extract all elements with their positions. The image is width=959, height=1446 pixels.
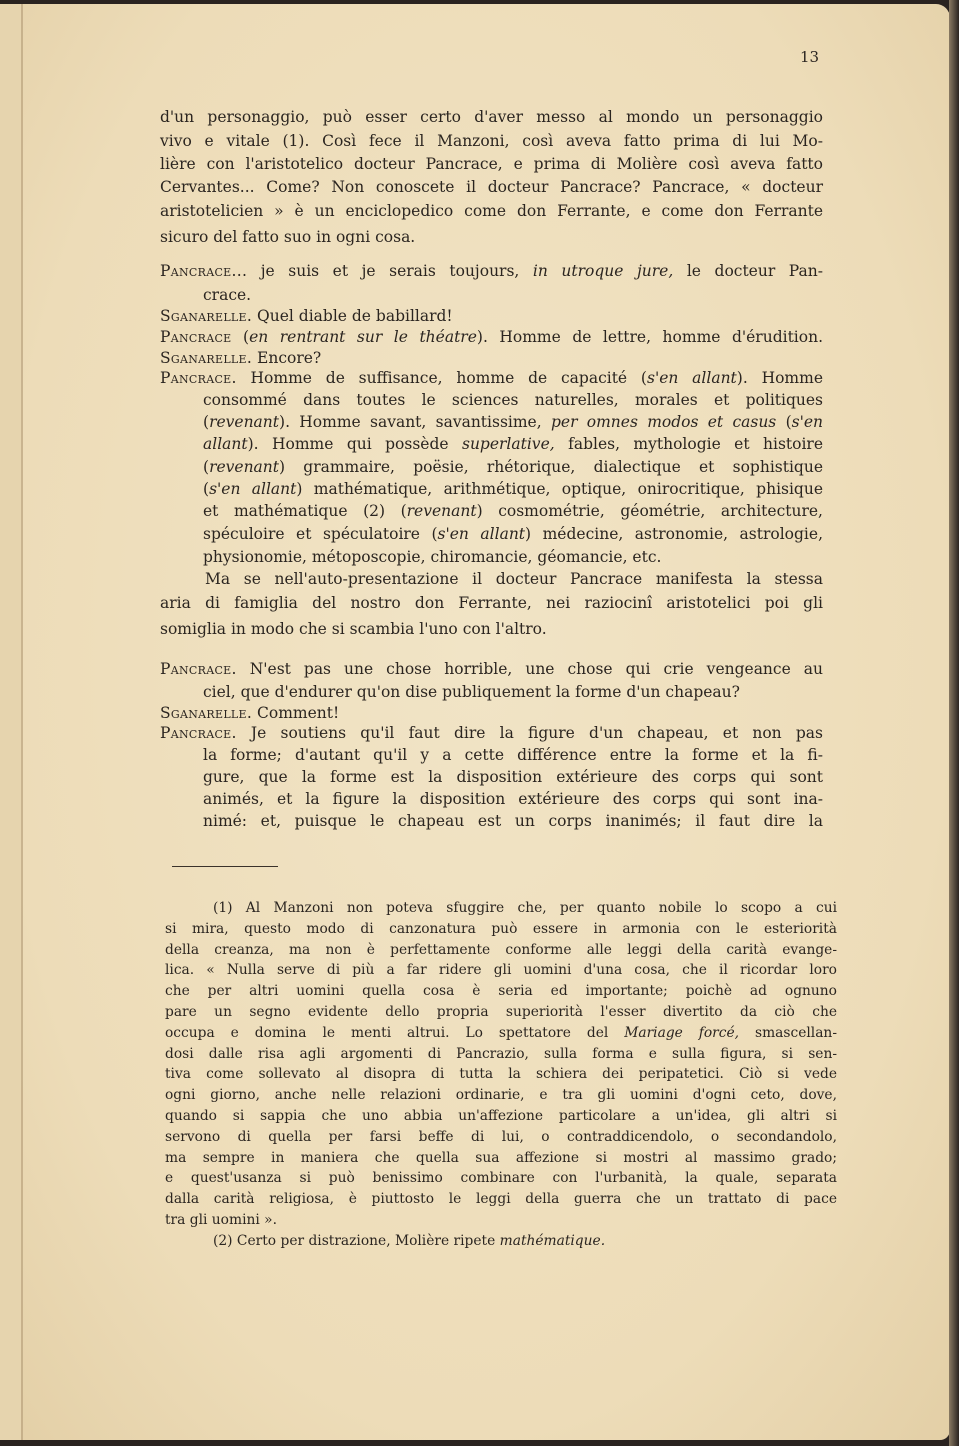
text-segment: consommé dans toutes le sciences naturelles, morales et politiques	[203, 391, 823, 409]
footnote-line	[213, 1233, 605, 1249]
text-segment: lière con l'aristotelico docteur Pancrace, e prima di Molière così aveva fatto	[160, 155, 823, 173]
text-segment: occupa e domina le menti altrui. Lo spettatore del	[165, 1024, 625, 1041]
footnote-line	[165, 1066, 837, 1082]
text-line	[160, 594, 823, 612]
text-segment: ) mathématique, arithmétique, optique, onirocritique, phisique	[296, 480, 824, 498]
text-segment: somiglia in modo che si scambia l'uno con l'altro.	[160, 620, 547, 638]
text-segment: aristotelicien » è un enciclopedico come don Ferrante, e come don Ferrante	[160, 202, 823, 220]
text-segment: ). Homme savant, savantissime,	[279, 413, 551, 431]
text-segment: N'est pas une chose horrible, une chose qui crie vengeance au	[236, 660, 823, 678]
text-segment: Je soutiens qu'il faut dire la figure d'un chapeau, et non pas	[236, 724, 823, 742]
text-line	[203, 548, 661, 566]
text-segment: che per altri uomini quella cosa è seria ed importante; poichè ad ognuno	[165, 983, 837, 1000]
footnote-line	[165, 942, 837, 958]
speaker-name: Sganarelle.	[160, 307, 253, 325]
italic-text: superlative,	[461, 435, 555, 453]
italic-text: s'en allant	[209, 480, 297, 498]
text-segment: dalla carità religiosa, è piuttosto le leggi della guerra che un trattato di pace	[165, 1191, 837, 1208]
page-edge-shadow	[949, 0, 959, 1446]
text-segment: spéculoire et spéculatoire (	[203, 525, 438, 543]
speaker-name: Pancrace.	[160, 660, 237, 678]
text-segment: et mathématique (2) (	[203, 502, 407, 520]
page-number: 13	[800, 48, 820, 66]
text-segment: pare un segno evidente dello propria superiorità l'esser divertito da ciò che	[165, 1004, 837, 1020]
footnote-line	[213, 900, 837, 916]
text-segment: servono di quella per farsi beffe di lui, o contraddicendolo, o secondandolo,	[165, 1128, 837, 1145]
footnote-line	[165, 1025, 837, 1041]
text-segment: Ma se nell'auto-presentazione il docteur Pancrace manifesta la stessa	[205, 570, 823, 588]
footnote-line	[165, 1087, 837, 1103]
footnote-line	[165, 1108, 837, 1124]
footnote-line	[165, 1129, 837, 1145]
italic-text: revenant	[209, 413, 280, 431]
text-segment: ciel, que d'endurer qu'on dise publiquement la forme d'un chapeau?	[203, 683, 740, 701]
previous-page-edge	[0, 4, 21, 1440]
text-line	[203, 435, 823, 453]
text-segment: Homme de suffisance, homme de capacité (	[236, 369, 647, 387]
text-segment: tiva come sollevato al disopra di tutta la schiera dei peripatetici. Ciò si vede	[165, 1066, 837, 1083]
italic-text: s'en allant	[437, 525, 526, 543]
text-line	[160, 202, 823, 220]
text-segment: ) grammaire, poësie, rhétorique, dialectique et sophistique	[279, 458, 823, 476]
text-line	[160, 724, 823, 742]
text-line	[203, 812, 823, 830]
text-line	[203, 746, 823, 764]
speaker-name: Sganarelle.	[160, 349, 253, 367]
text-segment: (2) Certo per distrazione, Molière ripete	[213, 1232, 500, 1249]
text-segment: animés, et la figure la disposition extérieure des corps qui sont ina-	[203, 790, 823, 808]
text-segment: (	[231, 328, 250, 346]
text-segment: e quest'usanza si può benissimo combinare con l'urbanità, la quale, separata	[165, 1170, 837, 1187]
text-segment: Cervantes... Come? Non conoscete il docteur Pancrace? Pancrace, « docteur	[160, 178, 823, 196]
text-line	[203, 502, 823, 520]
text-segment: je suis et je serais toujours,	[247, 262, 533, 280]
text-line	[203, 683, 740, 701]
text-segment: physionomie, métoposcopie, chiromancie, géomancie, etc.	[203, 548, 662, 566]
text-line	[160, 155, 823, 173]
text-segment: smascellan-	[739, 1024, 837, 1041]
text-segment: (	[203, 413, 210, 431]
text-line	[160, 307, 453, 325]
text-segment: ) cosmométrie, géométrie, architecture,	[476, 502, 823, 520]
text-line	[160, 328, 823, 346]
text-segment: dosi dalle risa agli argomenti di Pancrazio, sulla forma e sulla figura, si sen-	[165, 1045, 837, 1062]
text-line	[203, 525, 823, 543]
text-line	[160, 660, 823, 678]
italic-text: allant	[203, 435, 248, 453]
text-segment: d'un personaggio, può esser certo d'aver messo al mondo un personaggio	[160, 108, 823, 126]
text-line	[203, 413, 823, 431]
speaker-name: Pancrace.	[160, 724, 237, 742]
text-segment: gure, que la forme est la disposition extérieure des corps qui sont	[203, 768, 823, 786]
italic-text: revenant	[406, 502, 477, 520]
text-line	[203, 458, 823, 476]
footnote-line	[165, 962, 837, 978]
footnote-line	[165, 983, 837, 999]
text-line	[160, 178, 823, 196]
text-segment: ). Homme	[736, 369, 823, 387]
italic-text: en rentrant sur le théatre	[249, 328, 477, 346]
text-line	[203, 391, 823, 409]
text-segment: (	[203, 480, 210, 498]
text-segment: ogni giorno, anche nelle relazioni ordinarie, e tra gli uomini d'ogni ceto, dove,	[165, 1087, 837, 1104]
text-segment: Quel diable de babillard!	[252, 307, 453, 325]
footnote-line	[165, 1191, 837, 1207]
speaker-name: Pancrace...	[160, 262, 248, 280]
footnote-line	[165, 1150, 837, 1166]
text-segment: la forme; d'autant qu'il y a cette différence entre la forme et la fi-	[203, 746, 823, 764]
text-segment: le docteur Pan-	[673, 262, 823, 280]
text-segment: tra gli uomini ».	[165, 1212, 277, 1228]
text-segment: aria di famiglia del nostro don Ferrante, nei raziocinî aristotelici poi gli	[160, 594, 823, 612]
text-segment: quando si sappia che uno abbia un'affezione particolare a un'idea, gli altri si	[165, 1108, 837, 1124]
footnote-line	[165, 921, 837, 937]
speaker-name: Pancrace	[160, 328, 232, 346]
text-line	[160, 132, 823, 150]
text-segment: della creanza, ma non è perfettamente conforme alle leggi della carità evange-	[165, 941, 837, 958]
text-segment: (	[203, 458, 210, 476]
italic-text: s'en allant	[646, 369, 737, 387]
text-line	[203, 286, 251, 304]
page-fold-line	[21, 4, 23, 1440]
italic-text: s'en	[791, 413, 823, 431]
speaker-name: Sganarelle.	[160, 704, 253, 722]
text-segment: ) médecine, astronomie, astrologie,	[525, 525, 823, 543]
text-segment: si mira, questo modo di canzonatura può essere in armonia con le esteriorità	[165, 920, 837, 937]
text-line	[160, 349, 321, 367]
footnote-line	[165, 1170, 837, 1186]
text-line	[203, 790, 823, 808]
italic-text: per omnes modos et casus	[550, 413, 777, 431]
text-line	[205, 570, 823, 588]
text-line	[203, 768, 823, 786]
text-segment: Encore?	[252, 349, 322, 367]
text-line	[160, 108, 823, 126]
italic-text: revenant	[209, 458, 280, 476]
text-segment: vivo e vitale (1). Così fece il Manzoni, così aveva fatto prima di lui Mo-	[160, 132, 823, 150]
text-segment: fables, mythologie et histoire	[554, 435, 823, 453]
text-line	[203, 480, 823, 498]
text-segment: ma sempre in maniera che quella sua affezione si mostri al massimo grado;	[165, 1149, 837, 1166]
speaker-name: Pancrace.	[160, 369, 237, 387]
text-segment: crace.	[203, 286, 252, 304]
text-line	[160, 228, 415, 246]
footnote-separator	[172, 866, 278, 867]
footnote-line	[165, 1046, 837, 1062]
footnote-line	[165, 1212, 277, 1228]
text-line	[160, 369, 823, 387]
text-line	[160, 620, 547, 638]
text-segment: lica. « Nulla serve di più a far ridere gli uomini d'una cosa, che il ricordar loro	[165, 962, 837, 979]
text-segment: nimé: et, puisque le chapeau est un corps inanimés; il faut dire la	[203, 812, 823, 830]
text-segment: ). Homme de lettre, homme d'érudition.	[476, 328, 824, 346]
text-segment: (1) Al Manzoni non poteva sfuggire che, per quanto nobile lo scopo a cui	[213, 900, 837, 916]
italic-text: in utroque jure,	[532, 262, 674, 280]
text-segment: Comment!	[252, 704, 340, 722]
text-segment: (	[776, 413, 792, 431]
italic-text: mathématique.	[499, 1232, 606, 1249]
text-segment: ). Homme qui possède	[247, 435, 462, 453]
italic-text: Mariage forcé,	[624, 1024, 740, 1041]
text-line	[160, 704, 339, 722]
text-line	[160, 262, 823, 280]
footnote-line	[165, 1004, 837, 1020]
text-segment: sicuro del fatto suo in ogni cosa.	[160, 228, 416, 246]
